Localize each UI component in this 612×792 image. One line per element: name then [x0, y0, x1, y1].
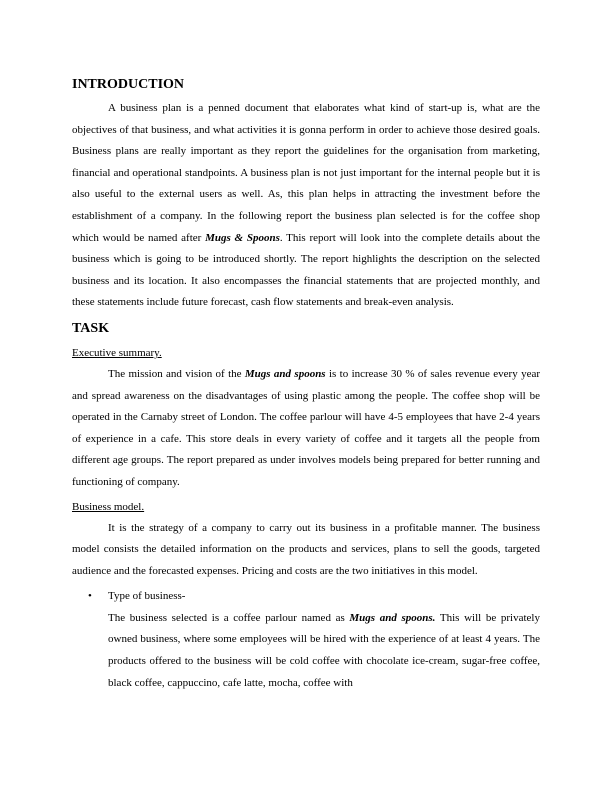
- brand-name: Mugs and spoons.: [349, 611, 436, 624]
- brand-name: Mugs & Spoons: [205, 231, 280, 244]
- list-item-body: [108, 608, 540, 694]
- page-content: [72, 76, 540, 694]
- introduction-text-1: A business plan is a penned document that elaborates what kind of start-up is, what are the objectives of that business, and what activities it is gonna perform in order to achieve those desired goals. Business plans are really important as they report the guidelines for the organisation from marketing, financial and operational standpoints. A business plan is not just important for the internal people but it is also useful to the external users as well. As, this plan helps in attracting the investment before the establishment of a company. In the following report the business plan selected is for the coffee shop which would be named after: [72, 102, 540, 244]
- list-item-text-2: This will be privately owned business, where some employees will be hired with the experience of at least 4 years. The products offered to the business will be cold coffee with chocolate ice-cream, sugar-free coffee, black coffee, cappuccino, cafe latte, mocha, coffee with: [108, 611, 540, 689]
- task-heading: TASK: [72, 320, 110, 336]
- executive-summary-paragraph: [72, 364, 540, 494]
- list-item-text-1: The business selected is a coffee parlour named as: [108, 611, 350, 624]
- list-item: [72, 586, 540, 694]
- list-item-title: Type of business-: [108, 590, 186, 603]
- executive-summary-text-1: The mission and vision of the: [108, 367, 245, 380]
- brand-name: Mugs and spoons: [244, 367, 326, 380]
- executive-summary-text-2: is to increase 30 % of sales revenue every year and spread awareness on the disadvantages of using plastic among the people. The coffee shop will be operated in the Carnaby street of London. The coffee parlour will have 4-5 employees that have 2-4 years of experience in a cafe. This store deals in every variety of coffee and it targets all the people from different age groups. The report prepared as under involves models being prepared for better running and functioning of company.: [72, 367, 541, 488]
- executive-summary-title: Executive summary.: [72, 346, 162, 359]
- business-model-paragraph: It is the strategy of a company to carry out its business in a profitable manner. The business model consists the detailed information on the products and services, plans to sell the goods, targeted audience and the forecasted expenses. Pricing and costs are the two initiatives in this model.: [72, 521, 540, 577]
- introduction-heading: INTRODUCTION: [72, 77, 185, 92]
- business-model-title: Business model.: [72, 500, 145, 513]
- introduction-paragraph: [72, 98, 540, 314]
- business-model-list: [72, 586, 540, 694]
- introduction-text-2: . This report will look into the complete details about the business which is going to be introduced shortly. The report highlights the description on the selected business and its location. It also encompasses the financial statements that are projected monthly, and these statements include future forecast, cash flow statements and break-even analysis.: [72, 231, 540, 309]
- bullet-icon: •: [88, 590, 92, 603]
